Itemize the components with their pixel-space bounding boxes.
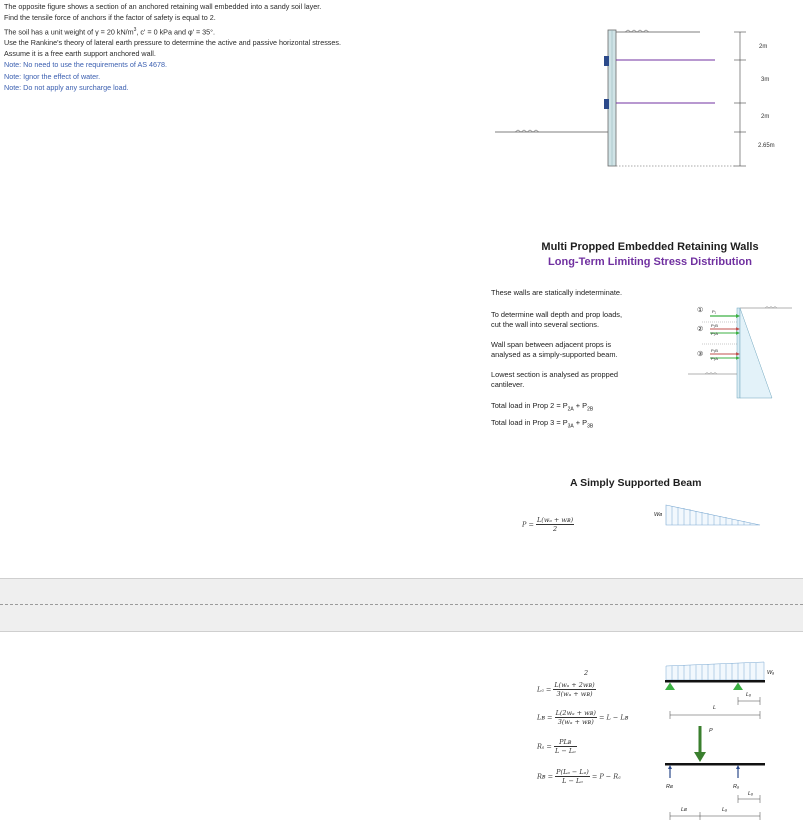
label-Lo-bottom: Lₒ [748,791,754,797]
beam-distributed-load [666,662,764,680]
dim-3m: 3m [761,77,770,83]
section-mark-2: ② [697,326,704,333]
page-divider-band [0,578,803,632]
equation-la: Lₐ = $\frac{\text{L(wₐ + 2wʙ)}}{\text{3(wₐ + wʙ)}}$ [537,681,595,698]
para-prop2-load: Total load in Prop $2 = P_{2A} + P_{2B}$ [491,401,594,413]
equation-rb: Rʙ = $\frac{\text{P(Lₐ − Lₒ)}}{\text{L − Lₒ}}$ = P − Rₐ [537,768,621,785]
label-Lo-top: Lₒ [746,692,752,698]
label-LB: Lʙ [681,807,687,813]
para-lowest-line-2: cantilever. [491,380,525,389]
label-RA: Rₐ [733,784,739,790]
para-span-line-2: analysed as a simply-supported beam. [491,350,618,359]
para-prop3-load: Total load in Prop $3 = P_{3A} + P_{3B}$ [491,418,594,430]
label-LA: Lₐ [722,807,728,813]
question-line-5: Assume it is a free earth support anchored wall. [4,49,156,58]
beam-diagram [660,660,800,831]
label-RB: Rʙ [666,784,673,790]
wa-label: Wₐ [767,670,775,676]
label-p2a: P₂A [711,331,718,336]
distributed-load-top [664,503,764,529]
support-a-triangle [733,683,743,691]
dim-2m-bottom: 2m [761,114,770,120]
equation-la-extra: 2 [584,669,589,677]
anchored-wall-figure [490,28,790,170]
support-b-triangle [665,683,675,691]
para-lowest-line-1: Lowest section is analysed as propped [491,370,618,379]
beam-top [665,680,765,683]
label-L: L [713,705,717,711]
label-p1: P₁ [712,309,717,314]
label-p3a: P₃A [711,356,718,361]
question-line-2: Find the tensile force of anchors if the factor of safety is equal to 2. [4,13,216,22]
note-water: Note: Ignor the effect of water. [4,72,101,81]
question-line-1: The opposite figure shows a section of an anchored retaining wall embedded into a sandy soil layer. [4,2,322,11]
section-mark-3: ③ [697,351,704,358]
section-subtitle: Long-Term Limiting Stress Distribution [548,256,752,268]
page-break-dashed-line [0,604,803,605]
question-line-4: Use the Rankine's theory of lateral earth pressure to determine the active and passive horizontal stresses. [4,38,341,47]
equation-ra: Rₐ = $\frac{\text{PLʙ}}{\text{L − Lₒ}}$ [537,738,576,755]
section-mark-1: ① [697,307,704,314]
anchor-head-1 [604,56,609,66]
question-line-3: The soil has a unit weight of γ = 20 $kN/m^3$, c' = 0 kPa and φ' = 35°. [4,27,216,37]
beam-bottom [665,763,765,766]
para-span-line-1: Wall span between adjacent props is [491,340,612,349]
section-title: Multi Propped Embedded Retaining Walls [541,241,759,253]
beam-title: A Simply Supported Beam [570,477,702,489]
label-p3b: P₃B [711,348,718,353]
para-cut-line-1: To determine wall depth and prop loads, [491,310,623,319]
note-surcharge: Note: Do not apply any surcharge load. [4,83,129,92]
label-p2b: P₂B [711,323,718,328]
note-standard: Note: No need to use the requirements of AS 4678. [4,60,168,69]
equation-p: P = $\frac{\text{L(wₐ + wʙ)}}{2}$ [522,516,574,533]
label-P: P [709,728,713,734]
dim-2m-top: 2m [759,44,768,50]
para-cut-line-2: cut the wall into several sections. [491,320,600,329]
anchor-head-2 [604,99,609,109]
dim-2-65m: 2.65m [758,143,775,149]
para-indeterminate: These walls are statically indeterminate. [491,288,623,297]
wb-label: Wʙ [654,512,663,518]
equation-lb: Lʙ = $\frac{\text{L(2wₐ + wʙ)}}{\text{3(wₐ + wʙ)}}$ = L − Lʙ [537,709,629,726]
active-pressure-triangle [740,308,772,398]
